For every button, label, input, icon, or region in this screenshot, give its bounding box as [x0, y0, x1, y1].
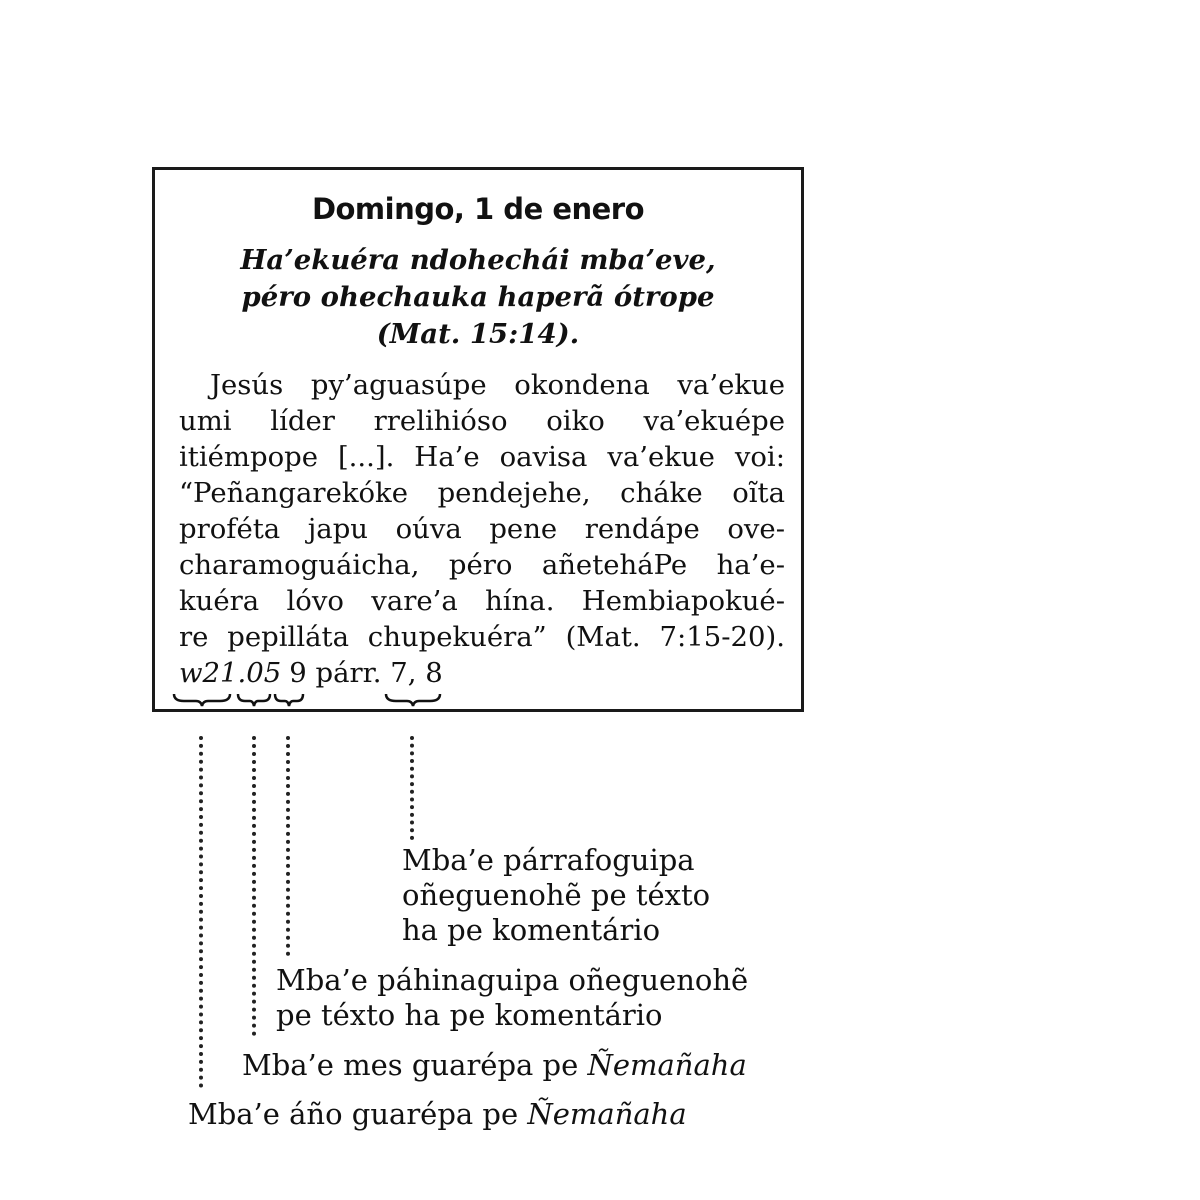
theme-scripture [155, 242, 801, 353]
label-year-magazine: Ñemañaha [527, 1097, 687, 1131]
paragraph-line: re pepilláta chupekuéra” (Mat. 7:15-20). [179, 621, 785, 653]
verse-line: (Mat. 15:14). [376, 318, 580, 350]
leader-publication [199, 736, 203, 1088]
reference-publication: w21 [179, 657, 238, 689]
date-heading: Domingo, 1 de enero [311, 192, 645, 226]
daily-text-card [152, 167, 804, 712]
underbrace-publication [172, 691, 232, 711]
label-month-magazine: Ñemañaha [587, 1048, 747, 1082]
paragraph-line: charamoguáicha, péro añeteháPe ha’e- [179, 549, 785, 581]
underbrace-issue [236, 691, 272, 711]
label-year-text: Mba’e áño guarépa pe [188, 1097, 528, 1131]
leader-paragraphs [410, 736, 414, 840]
label-paragraphs [402, 843, 710, 948]
paragraph-line: proféta japu oúva pene rendápe ove- [179, 513, 785, 545]
verse-line: péro ohechauka haperã ótrope [241, 281, 715, 313]
source-reference [179, 655, 785, 691]
leader-page [286, 736, 290, 956]
paragraph-line: itiémpope [...]. Ha’e oavisa va’ekue voi: [179, 441, 785, 473]
leader-issue [252, 736, 256, 1036]
underbrace-paragraphs [384, 691, 442, 711]
label-line: pe téxto ha pe komentário [276, 998, 663, 1032]
verse-line: Ha’ekuéra ndohechái mba’eve, [240, 244, 716, 276]
comment-paragraph [179, 367, 785, 691]
reference-page: 9 [289, 657, 307, 689]
paragraph-line: “Peñangarekóke pendejehe, cháke oĩta [179, 477, 785, 509]
label-line: oñeguenohẽ pe téxto [402, 878, 711, 912]
reference-issue: .05 [237, 657, 282, 689]
label-year [188, 1097, 687, 1132]
paragraph-line: umi líder rrelihióso oiko va’ekuépe [179, 405, 785, 437]
reference-paragraphs: 7, 8 [390, 657, 443, 689]
label-line: Mba’e páhinaguipa oñeguenohẽ [276, 963, 749, 997]
underbrace-page [273, 691, 305, 711]
reference-paragraph-word: párr. [315, 657, 382, 689]
label-line: ha pe komentário [402, 913, 661, 947]
label-month-text: Mba’e mes guarépa pe [242, 1048, 588, 1082]
label-page [276, 963, 748, 1033]
paragraph-line: Jesús py’aguasúpe okondena va’ekue [210, 369, 785, 401]
paragraph-line: kuéra lóvo vare’a hína. Hembiapokué- [179, 585, 785, 617]
label-month [242, 1048, 747, 1083]
label-line: Mba’e párrafoguipa [402, 843, 695, 877]
